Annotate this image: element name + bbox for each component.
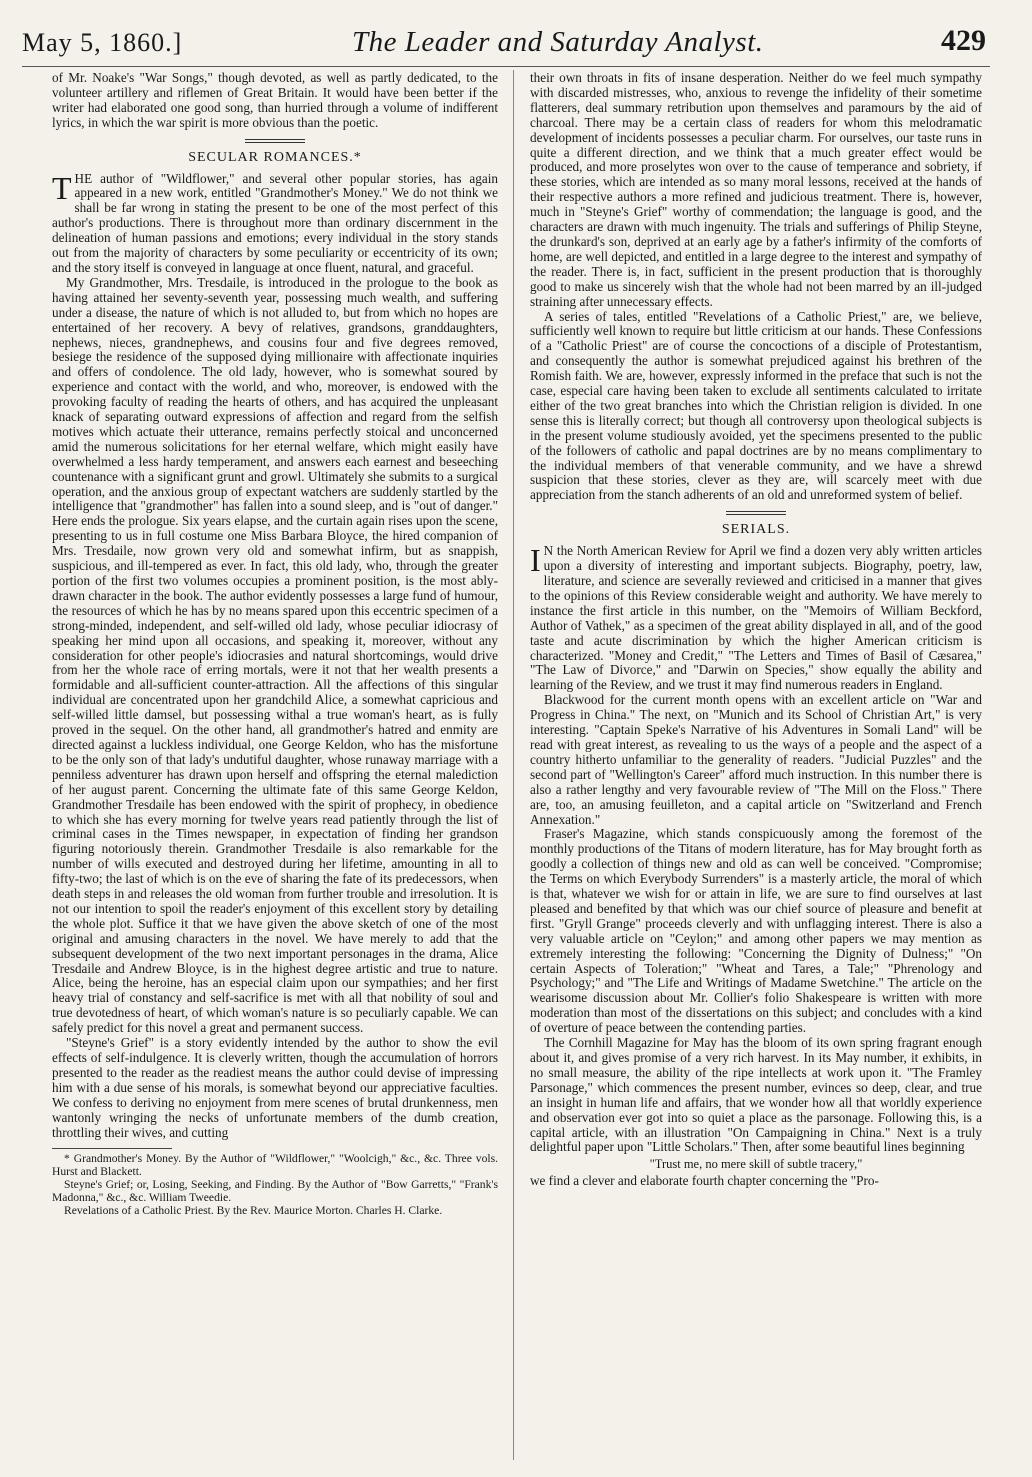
serials-paragraph-blackwood: Blackwood for the current month opens with an excellent article on "War and Progress in China." The next, on "Munich and its School of Christian Art," is very interesting. "Captain Speke's Narrative of his Adventures in Somali Land" will be read with great interest, as revealing to us the ways of a people and the aspect of a country hitherto unfamiliar to the generality of readers. "Judicial Puzzles" and the second part of "Wellington's Career" afford much instruction. In this number there is also a rather lengthy and very favourable review of "The Mill on the Floss." There are, too, an amusing feuilleton, and a capital article on "Switzerland and French Annexation.": [530, 692, 982, 827]
left-column: [52, 71, 498, 1451]
footnote-3: Revelations of a Catholic Priest. By the Rev. Maurice Morton. Charles H. Clarke.: [64, 1203, 443, 1217]
secular-romances-paragraph-3: "Steyne's Grief" is a story evidently intended by the author to show the evil effects of self-indulgence. It is cleverly written, though the accumulation of horrors presented to the reader as the readiest means the author could devise of impressing him with a due sense of his morals, is somewhat beyond our appreciative faculties. We confess to deriving no enjoyment from mere scenes of brutal drunkenness, men wantonly wringing the necks of unfortunate members of the dumb creation, throttling their wives, and cutting: [52, 1035, 498, 1140]
issue-date: May 5, 1860.]: [22, 28, 183, 57]
page-number: 429: [941, 24, 986, 57]
quoted-line: "Trust me, no mere skill of subtle tracery,": [649, 1157, 863, 1172]
serials-paragraph-1: [530, 544, 982, 693]
column-divider: [513, 70, 514, 1460]
dropcap-i: I: [530, 542, 541, 579]
dropcap-t: T: [52, 169, 72, 206]
section-separator: [726, 511, 786, 515]
section-title-serials: SERIALS.: [721, 522, 791, 538]
serials-paragraph-continued: we find a clever and elaborate fourth chapter concerning the "Pro-: [530, 1173, 879, 1189]
right-column: [530, 71, 982, 1451]
serials-text-1: N the North American Review for April we find a dozen very ably written articles upon a diversity of interesting and important subjects. Biography, poetry, law, literature, and science are severally reviewed and criticised in a manner that gives to the opinions of this Review considerable weight and authority. We have merely to instance the first article in this number, on the "Memoirs of William Beckford, Author of Vathek," as a specimen of the great ability displayed in all, and of the good taste and acute discrimination by which the higher American criticism is characterized. "Money and Credit," "The Letters and Times of Basil of Cæsarea," "The Law of Divorce," and "Darwin on Species," show equally the ability and learning of the Review, and we trust it may find numerous readers in England.: [530, 543, 982, 693]
secular-romances-paragraph-2: My Grandmother, Mrs. Tresdaile, is introduced in the prologue to the book as having attained her seventy-seventh year, possessing much wealth, and suffering under a disease, the nature of which is not alluded to, but from which no hopes are entertained of her recovery. A bevy of relatives, grandsons, granddaughters, nephews, nieces, grandnephews, and cousins four and five degrees removed, besiege the residence of the supposed dying millionaire with affectionate inquiries and offers of condolence. The old lady, however, who is somewhat soured by experience and contact with the world, and who, moreover, is endowed with the provoking faculty of reading the hearts of others, and has acquired the unpleasant knack of separating outward expressions of affection and regard from the selfish motives which actuate their utterance, remains perfectly stoical and unconcerned amid the numerous solicitations for her eternal welfare, which might easily have overwhelmed a less hardy temperament, and answers each earnest and beseeching countenance with a significant grunt and growl. Ultimately she submits to a surgical operation, and the anxious group of expectant watchers are suddenly startled by the intelligence that "grandmother" has fallen into a sound sleep, and is "out of danger." Here ends the prologue. Six years elapse, and the curtain again rises upon the scene, presenting to us in full costume one Miss Barbara Bloyce, the hired companion of Mrs. Tresdaile, now grown very old and somewhat infirm, but as snappish, suspicious, and ill-tempered as ever. In fact, this old lady, who, through the greater portion of the first two volumes occupies a prominent position, is the most ably-drawn character in the book. The author evidently possesses a large fund of humour, the resources of which he has by no means spared upon this eccentric specimen of a strong-minded, independent, and self-willed old lady, whose peculiar idiocrasy of speaking her mind upon all occasions, and speaking it, moreover, without any consideration for other people's idiocrasies and natural shortcomings, would drive from her the whole race of erring mortals, were it not that her wealth presents a formidable and all-sufficient counter-attraction. All the affections of this singular individual are concentrated upon her grandchild Alice, a somewhat capricious and self-willed little damsel, but possessing withal a true woman's heart, as is fully proved in the sequel. On the other hand, all grandmother's hatred and enmity are directed against a luckless individual, one George Keldon, who has the misfortune to be the only son of that lady's undutiful daughter, whose runaway marriage with a penniless adventurer has drawn upon herself and offspring the eternal malediction of her august parent. Concerning the ultimate fate of this same George Keldon, Grandmother Tresdaile has been endowed with the spirit of prophecy, in obedience to which she has every morning for twelve years read patiently through the list of criminal cases in the Times newspaper, in expectation of finding her grandson figuring notoriously therein. Grandmother Tresdaile is also remarkable for the number of wills executed and destroyed during her lifetime, amounting in all to fifty-two; the last of which is on the eve of sharing the fate of its predecessors, when death steps in and releases the old woman from further trouble and irresolution. It is not our intention to spoil the reader's enjoyment of this excellent story by detailing the whole plot. Suffice it that we have given the above sketch of one of the most original and amusing characters in the novel. We have merely to add that the subsequent development of the two next important personages in the drama, Alice Tresdaile and Andrew Bloyce, is in the highest degree artistic and true to nature. Alice, being the heroine, has an especial claim upon our sympathies; and her first heavy trial of constancy and self-sacrifice is met with all that nobility of soul and true devotedness of heart, of which woman's nature is so peculiarly capable. We can safely predict for this novel a great and permanent success.: [52, 274, 498, 1036]
footnotes: [52, 1148, 498, 1217]
page-header: [22, 24, 992, 64]
publication-title: The Leader and Saturday Analyst.: [352, 26, 764, 58]
serials-paragraph-frasers: Fraser's Magazine, which stands conspicuously among the foremost of the monthly productions of the Titans of modern literature, has for May brought forth as goodly a collection of things new and old as can well be conceived. "Compromise; the Terms on which Everybody Surrenders" is a masterly article, the moral of which is that, whatever we wish for or attain in life, we are sure to find ourselves at last pleased and benefited by that which was our chief source of pleasure and benefit at first. "Gryll Grange" proceeds cleverly and with unflagging interest. There is also a very valuable article on "Ceylon;" and among other papers we may mention as extremely interesting the following: "Concerning the Dignity of Dulness;" "On certain Aspects of Toleration;" "Wheat and Tares, a Tale;" "Phrenology and Psychology;" and "The Life and Writings of Madame Swetchine." The article on the wearisome discussion about Mr. Collier's folio Shakespeare is written with more moderation than most of the dissertations on this subject; and concludes with a kind of overture of peace between the contending parties.: [530, 826, 982, 1036]
footnote-1: * Grandmother's Money. By the Author of "Wildflower," "Woolcigh," &c., &c. Three vols. Hurst and Blackett.: [52, 1152, 498, 1179]
section-title-secular-romances: SECULAR ROMANCES.*: [188, 149, 362, 165]
right-paragraph-2: A series of tales, entitled "Revelations of a Catholic Priest," are, we believe, sufficiently well known to require but little criticism at our hands. These Confessions of a "Catholic Priest" are of course the concoctions of a disciple of Protestantism, and consequently the author is somewhat prejudiced against his brethren of the Romish faith. We are, however, expressly informed in the preface that such is not the case, especial care having been taken to exclude all sentiments calculated to irritate either of the two great branches into which the Christian religion is divided. In one sense this is literally correct; but though all controversy upon theological subjects is in the present volume studiously avoided, yet the specimens presented to the public of the followers of catholic and papal doctrines are by no means complimentary to the individual members of that venerable community, and we have a shrewd suspicion that these stories, clever as they are, will scarcely meet with due appreciation from the stanch adherents of an old and unreformed system of belief.: [530, 308, 982, 503]
left-intro-paragraph: of Mr. Noake's "War Songs," though devoted, as well as partly dedicated, to the volunteer artillery and riflemen of Great Britain. It would have been better if the writer had elaborated one good song, than hurried through a volume of indifferent lyrics, in which the war spirit is more obvious than the poetic.: [52, 71, 498, 130]
footnote-2: Steyne's Grief; or, Losing, Seeking, and Finding. By the Author of "Bow Garretts," "Frank's Madonna," &c., &c. William Tweedie.: [52, 1178, 498, 1204]
serials-paragraph-cornhill: The Cornhill Magazine for May has the bloom of its own spring fragrant enough about it, and gives promise of a very rich harvest. In its May number, it exhibits, in no small measure, the ability of the ripe intellects at work upon it. "The Framley Parsonage," which commences the present number, evinces so deep, clear, and true an insight in human life and affairs, that we wonder how all that worldly experience and observation ever got into so quiet a place as the parsonage. Following this, is a capital article, with an illustration "On Campaigning in China." Next is a truly delightful paper upon "Little Scholars." Then, after some beautiful lines beginning: [530, 1035, 982, 1155]
right-paragraph-1: their own throats in fits of insane desperation. Neither do we feel much sympathy with discarded mistresses, who, anxious to revenge the infidelity of their sometime flatterers, deal summary retribution upon themselves and paramours by the aid of charcoal. There may be a certain class of readers for whom this melodramatic development of incidents possesses a peculiar charm. For ourselves, our taste runs in quite a different direction, and we think that a much greater effect would be produced, and more proselytes won over to the cause of temperance and sobriety, if these stories, which are intended as so many moral lessons, received at the hands of their respective authors a more refined and judicious treatment. There is, however, much in "Steyne's Grief" worthy of commendation; the language is good, and the characters are drawn with much ingenuity. The trials and sufferings of Philip Steyne, the drunkard's son, deprived at an early age by a father's infirmity of the comforts of home, are well depicted, and entitled in a large degree to the interest and sympathy of the reader. There is, in fact, sufficient in the present production that is thoroughly good to make us sincerely wish that the whole had not been marred by an ill-judged straining after unnecessary effects.: [530, 71, 982, 309]
footnote-rule: [52, 1148, 172, 1149]
secular-romances-paragraph-1: [52, 169, 498, 276]
header-rule: [22, 66, 990, 67]
section-separator: [245, 139, 305, 143]
secular-romances-text-1: HE author of "Wildflower," and several other popular stories, has again appeared in a new work, entitled "Grandmother's Money." We do not think we shall be far wrong in stating the present to be one of the most perfect of this author's productions. There is throughout more than ordinary discernment in the delineation of human passions and emotions; every individual in the story stands out from the majority of characters by some peculiarity or eccentricity of its own; and the story itself is conveyed in language at once fluent, natural, and graceful.: [52, 170, 498, 275]
